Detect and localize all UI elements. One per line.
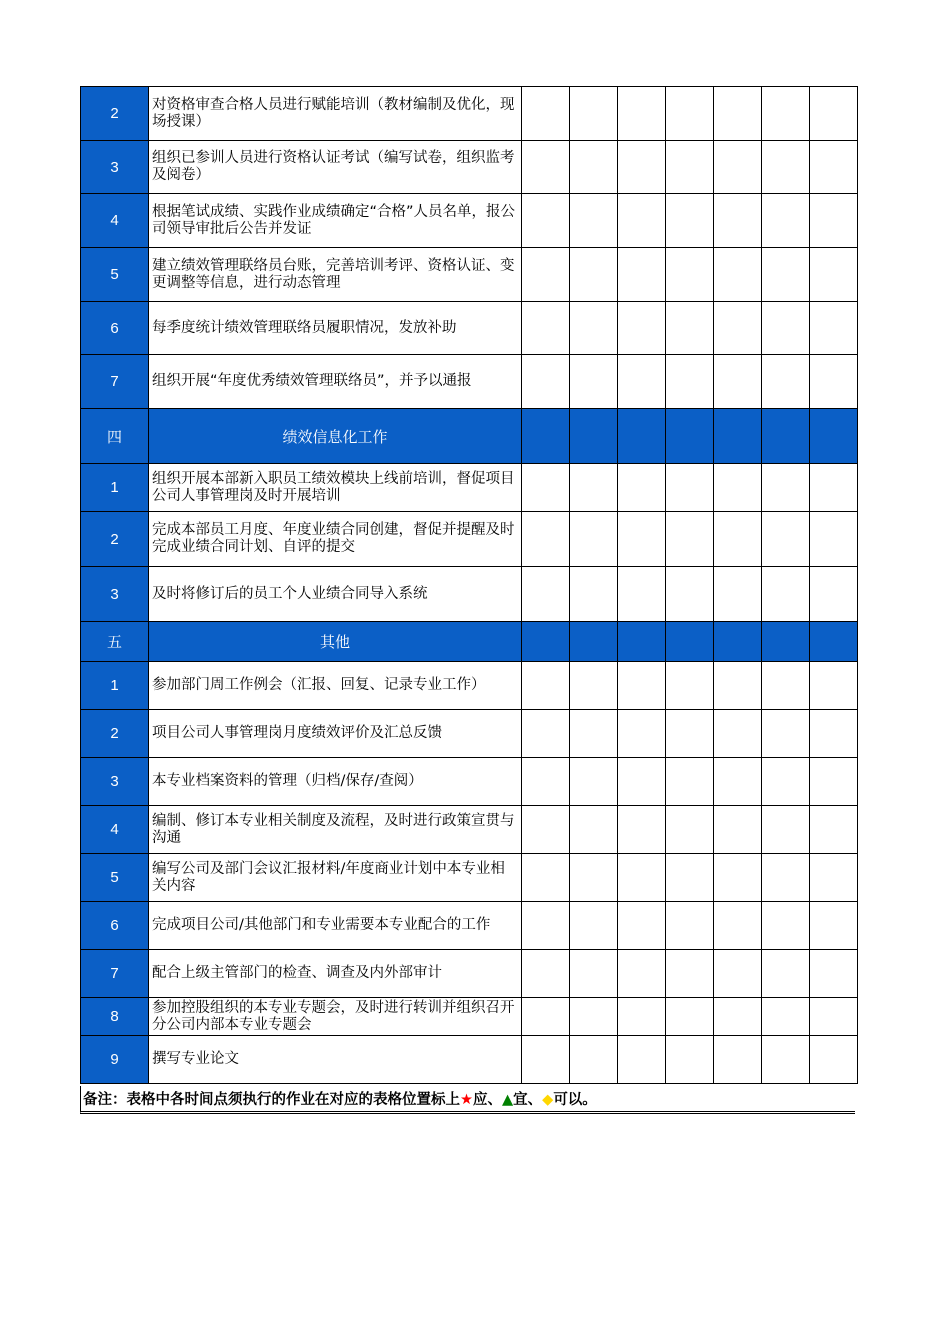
schedule-cell[interactable] xyxy=(714,194,762,248)
schedule-cell[interactable] xyxy=(522,710,570,758)
schedule-cell[interactable] xyxy=(714,302,762,355)
schedule-table xyxy=(80,86,858,1084)
task-description: 编写公司及部门会议汇报材料/年度商业计划中本专业相关内容 xyxy=(149,854,522,902)
table-row xyxy=(81,512,858,567)
schedule-cell[interactable] xyxy=(522,409,570,464)
schedule-cell[interactable] xyxy=(570,710,618,758)
task-description: 组织开展本部新入职员工绩效模块上线前培训，督促项目公司人事管理岗及时开展培训 xyxy=(149,464,522,512)
row-number: 6 xyxy=(81,902,149,950)
schedule-cell[interactable] xyxy=(762,1036,810,1084)
schedule-cell[interactable] xyxy=(810,902,858,950)
table-row xyxy=(81,998,858,1036)
schedule-cell[interactable] xyxy=(522,355,570,409)
table-row xyxy=(81,194,858,248)
table-row xyxy=(81,355,858,409)
schedule-cell[interactable] xyxy=(714,409,762,464)
schedule-cell[interactable] xyxy=(762,567,810,622)
task-description: 组织开展“年度优秀绩效管理联络员”，并予以通报 xyxy=(149,355,522,409)
schedule-cell[interactable] xyxy=(714,355,762,409)
schedule-cell[interactable] xyxy=(666,710,714,758)
schedule-cell[interactable] xyxy=(810,1036,858,1084)
schedule-cell[interactable] xyxy=(762,512,810,567)
row-number: 5 xyxy=(81,854,149,902)
schedule-cell[interactable] xyxy=(570,409,618,464)
schedule-cell[interactable] xyxy=(618,902,666,950)
schedule-cell[interactable] xyxy=(810,87,858,141)
schedule-cell[interactable] xyxy=(810,567,858,622)
schedule-cell[interactable] xyxy=(810,512,858,567)
schedule-cell[interactable] xyxy=(810,409,858,464)
schedule-cell[interactable] xyxy=(762,464,810,512)
schedule-cell[interactable] xyxy=(618,302,666,355)
schedule-cell[interactable] xyxy=(522,662,570,710)
schedule-cell[interactable] xyxy=(618,355,666,409)
schedule-cell[interactable] xyxy=(762,854,810,902)
schedule-cell[interactable] xyxy=(810,998,858,1036)
schedule-cell[interactable] xyxy=(762,355,810,409)
table-row xyxy=(81,1036,858,1084)
star-label: 应、 xyxy=(473,1092,502,1108)
schedule-cell[interactable] xyxy=(810,854,858,902)
schedule-cell[interactable] xyxy=(666,902,714,950)
task-description: 根据笔试成绩、实践作业成绩确定“合格”人员名单，报公司领导审批后公告并发证 xyxy=(149,194,522,248)
schedule-cell[interactable] xyxy=(714,567,762,622)
schedule-cell[interactable] xyxy=(522,854,570,902)
task-description: 组织已参训人员进行资格认证考试（编写试卷，组织监考及阅卷） xyxy=(149,141,522,194)
schedule-cell[interactable] xyxy=(522,1036,570,1084)
row-number: 8 xyxy=(81,998,149,1036)
task-description: 项目公司人事管理岗月度绩效评价及汇总反馈 xyxy=(149,710,522,758)
schedule-cell[interactable] xyxy=(762,662,810,710)
schedule-cell[interactable] xyxy=(522,950,570,998)
schedule-cell[interactable] xyxy=(618,567,666,622)
schedule-cell[interactable] xyxy=(714,464,762,512)
task-description: 参加部门周工作例会（汇报、回复、记录专业工作） xyxy=(149,662,522,710)
schedule-cell[interactable] xyxy=(666,758,714,806)
diamond-icon: ◆ xyxy=(542,1092,554,1108)
triangle-label: 宜、 xyxy=(513,1092,543,1108)
schedule-cell[interactable] xyxy=(762,998,810,1036)
schedule-cell[interactable] xyxy=(570,141,618,194)
schedule-cell[interactable] xyxy=(522,194,570,248)
table-row xyxy=(81,302,858,355)
row-number: 9 xyxy=(81,1036,149,1084)
schedule-cell[interactable] xyxy=(618,710,666,758)
table-row xyxy=(81,710,858,758)
table-row xyxy=(81,854,858,902)
schedule-cell[interactable] xyxy=(570,662,618,710)
schedule-cell[interactable] xyxy=(762,141,810,194)
diamond-label: 可以。 xyxy=(553,1092,597,1108)
schedule-cell[interactable] xyxy=(666,87,714,141)
schedule-cell[interactable] xyxy=(618,950,666,998)
schedule-cell[interactable] xyxy=(714,710,762,758)
schedule-cell[interactable] xyxy=(522,758,570,806)
schedule-cell[interactable] xyxy=(666,806,714,854)
schedule-cell[interactable] xyxy=(714,1036,762,1084)
remark-note xyxy=(80,1086,855,1114)
table-row xyxy=(81,248,858,302)
table-row xyxy=(81,806,858,854)
schedule-cell[interactable] xyxy=(666,464,714,512)
schedule-cell[interactable] xyxy=(618,248,666,302)
schedule-cell[interactable] xyxy=(522,87,570,141)
schedule-cell[interactable] xyxy=(666,950,714,998)
schedule-cell[interactable] xyxy=(618,464,666,512)
schedule-cell[interactable] xyxy=(666,567,714,622)
table-row xyxy=(81,87,858,141)
row-number: 7 xyxy=(81,355,149,409)
task-description: 及时将修订后的员工个人业绩合同导入系统 xyxy=(149,567,522,622)
table-row xyxy=(81,567,858,622)
schedule-cell[interactable] xyxy=(522,902,570,950)
schedule-cell[interactable] xyxy=(570,355,618,409)
schedule-cell[interactable] xyxy=(762,87,810,141)
task-description: 建立绩效管理联络员台账，完善培训考评、资格认证、变更调整等信息，进行动态管理 xyxy=(149,248,522,302)
section-row xyxy=(81,409,858,464)
schedule-cell[interactable] xyxy=(810,464,858,512)
schedule-cell[interactable] xyxy=(570,302,618,355)
remark-prefix: 备注：表格中各时间点须执行的作业在对应的表格位置标上 xyxy=(83,1092,460,1108)
row-number: 3 xyxy=(81,141,149,194)
schedule-cell[interactable] xyxy=(618,758,666,806)
schedule-cell[interactable] xyxy=(570,87,618,141)
row-number: 四 xyxy=(81,409,149,464)
schedule-cell[interactable] xyxy=(666,854,714,902)
schedule-cell[interactable] xyxy=(762,622,810,662)
row-number: 2 xyxy=(81,512,149,567)
schedule-cell[interactable] xyxy=(762,248,810,302)
row-number: 4 xyxy=(81,194,149,248)
schedule-cell[interactable] xyxy=(762,409,810,464)
row-number: 2 xyxy=(81,710,149,758)
schedule-cell[interactable] xyxy=(570,950,618,998)
schedule-cell[interactable] xyxy=(810,141,858,194)
section-title: 绩效信息化工作 xyxy=(149,409,522,464)
schedule-cell[interactable] xyxy=(666,248,714,302)
schedule-cell[interactable] xyxy=(714,141,762,194)
schedule-cell[interactable] xyxy=(810,758,858,806)
triangle-icon: ▲ xyxy=(502,1092,514,1108)
schedule-cell[interactable] xyxy=(522,248,570,302)
schedule-cell[interactable] xyxy=(570,1036,618,1084)
schedule-cell[interactable] xyxy=(666,409,714,464)
table-row xyxy=(81,950,858,998)
schedule-cell[interactable] xyxy=(714,662,762,710)
task-description: 本专业档案资料的管理（归档/保存/查阅） xyxy=(149,758,522,806)
schedule-cell[interactable] xyxy=(714,622,762,662)
schedule-cell[interactable] xyxy=(522,464,570,512)
schedule-cell[interactable] xyxy=(666,998,714,1036)
schedule-cell[interactable] xyxy=(522,512,570,567)
schedule-cell[interactable] xyxy=(762,302,810,355)
schedule-cell[interactable] xyxy=(810,302,858,355)
schedule-cell[interactable] xyxy=(666,1036,714,1084)
schedule-cell[interactable] xyxy=(810,662,858,710)
schedule-cell[interactable] xyxy=(714,758,762,806)
task-description: 编制、修订本专业相关制度及流程，及时进行政策宣贯与沟通 xyxy=(149,806,522,854)
schedule-cell[interactable] xyxy=(570,464,618,512)
row-number: 7 xyxy=(81,950,149,998)
schedule-cell[interactable] xyxy=(762,950,810,998)
schedule-cell[interactable] xyxy=(570,902,618,950)
schedule-cell[interactable] xyxy=(570,512,618,567)
row-number: 1 xyxy=(81,662,149,710)
schedule-cell[interactable] xyxy=(570,194,618,248)
star-icon: ★ xyxy=(460,1092,473,1108)
schedule-cell[interactable] xyxy=(810,950,858,998)
schedule-cell[interactable] xyxy=(762,902,810,950)
task-description: 每季度统计绩效管理联络员履职情况，发放补助 xyxy=(149,302,522,355)
schedule-cell[interactable] xyxy=(810,622,858,662)
schedule-cell[interactable] xyxy=(618,87,666,141)
schedule-cell[interactable] xyxy=(522,141,570,194)
schedule-cell[interactable] xyxy=(714,854,762,902)
schedule-cell[interactable] xyxy=(522,806,570,854)
section-row xyxy=(81,622,858,662)
schedule-cell[interactable] xyxy=(810,710,858,758)
schedule-cell[interactable] xyxy=(570,758,618,806)
table-row xyxy=(81,662,858,710)
task-description: 对资格审查合格人员进行赋能培训（教材编制及优化，现场授课） xyxy=(149,87,522,141)
schedule-cell[interactable] xyxy=(714,87,762,141)
schedule-cell[interactable] xyxy=(618,622,666,662)
schedule-cell[interactable] xyxy=(618,194,666,248)
schedule-cell[interactable] xyxy=(570,806,618,854)
schedule-cell[interactable] xyxy=(810,194,858,248)
schedule-cell[interactable] xyxy=(522,302,570,355)
schedule-cell[interactable] xyxy=(570,622,618,662)
schedule-cell[interactable] xyxy=(618,512,666,567)
schedule-cell[interactable] xyxy=(666,194,714,248)
schedule-cell[interactable] xyxy=(666,141,714,194)
row-number: 5 xyxy=(81,248,149,302)
table-row xyxy=(81,141,858,194)
schedule-cell[interactable] xyxy=(666,355,714,409)
schedule-cell[interactable] xyxy=(666,302,714,355)
schedule-cell[interactable] xyxy=(762,194,810,248)
row-number: 4 xyxy=(81,806,149,854)
schedule-cell[interactable] xyxy=(618,806,666,854)
schedule-cell[interactable] xyxy=(522,998,570,1036)
schedule-cell[interactable] xyxy=(618,1036,666,1084)
row-number: 3 xyxy=(81,567,149,622)
schedule-cell[interactable] xyxy=(714,512,762,567)
schedule-cell[interactable] xyxy=(618,409,666,464)
schedule-cell[interactable] xyxy=(810,355,858,409)
schedule-cell[interactable] xyxy=(810,806,858,854)
schedule-cell[interactable] xyxy=(762,758,810,806)
schedule-cell[interactable] xyxy=(666,662,714,710)
schedule-cell[interactable] xyxy=(762,710,810,758)
schedule-cell[interactable] xyxy=(714,248,762,302)
schedule-cell[interactable] xyxy=(618,141,666,194)
schedule-cell[interactable] xyxy=(666,622,714,662)
schedule-cell[interactable] xyxy=(666,512,714,567)
row-number: 2 xyxy=(81,87,149,141)
schedule-cell[interactable] xyxy=(810,248,858,302)
row-number: 6 xyxy=(81,302,149,355)
schedule-cell[interactable] xyxy=(714,998,762,1036)
task-description: 参加控股组织的本专业专题会，及时进行转训并组织召开分公司内部本专业专题会 xyxy=(149,998,522,1036)
schedule-cell[interactable] xyxy=(714,902,762,950)
table-body xyxy=(81,87,858,1084)
schedule-cell[interactable] xyxy=(570,567,618,622)
table-row xyxy=(81,902,858,950)
row-number: 五 xyxy=(81,622,149,662)
task-description: 完成项目公司/其他部门和专业需要本专业配合的工作 xyxy=(149,902,522,950)
section-title: 其他 xyxy=(149,622,522,662)
schedule-cell[interactable] xyxy=(618,854,666,902)
schedule-cell[interactable] xyxy=(570,998,618,1036)
schedule-cell[interactable] xyxy=(618,662,666,710)
row-number: 1 xyxy=(81,464,149,512)
schedule-sheet xyxy=(80,86,857,1084)
schedule-cell[interactable] xyxy=(522,567,570,622)
table-row xyxy=(81,758,858,806)
schedule-cell[interactable] xyxy=(570,854,618,902)
task-description: 撰写专业论文 xyxy=(149,1036,522,1084)
task-description: 完成本部员工月度、年度业绩合同创建，督促并提醒及时完成业绩合同计划、自评的提交 xyxy=(149,512,522,567)
schedule-cell[interactable] xyxy=(714,950,762,998)
table-row xyxy=(81,464,858,512)
row-number: 3 xyxy=(81,758,149,806)
schedule-cell[interactable] xyxy=(714,806,762,854)
task-description: 配合上级主管部门的检查、调查及内外部审计 xyxy=(149,950,522,998)
schedule-cell[interactable] xyxy=(618,998,666,1036)
schedule-cell[interactable] xyxy=(522,622,570,662)
schedule-cell[interactable] xyxy=(570,248,618,302)
schedule-cell[interactable] xyxy=(762,806,810,854)
